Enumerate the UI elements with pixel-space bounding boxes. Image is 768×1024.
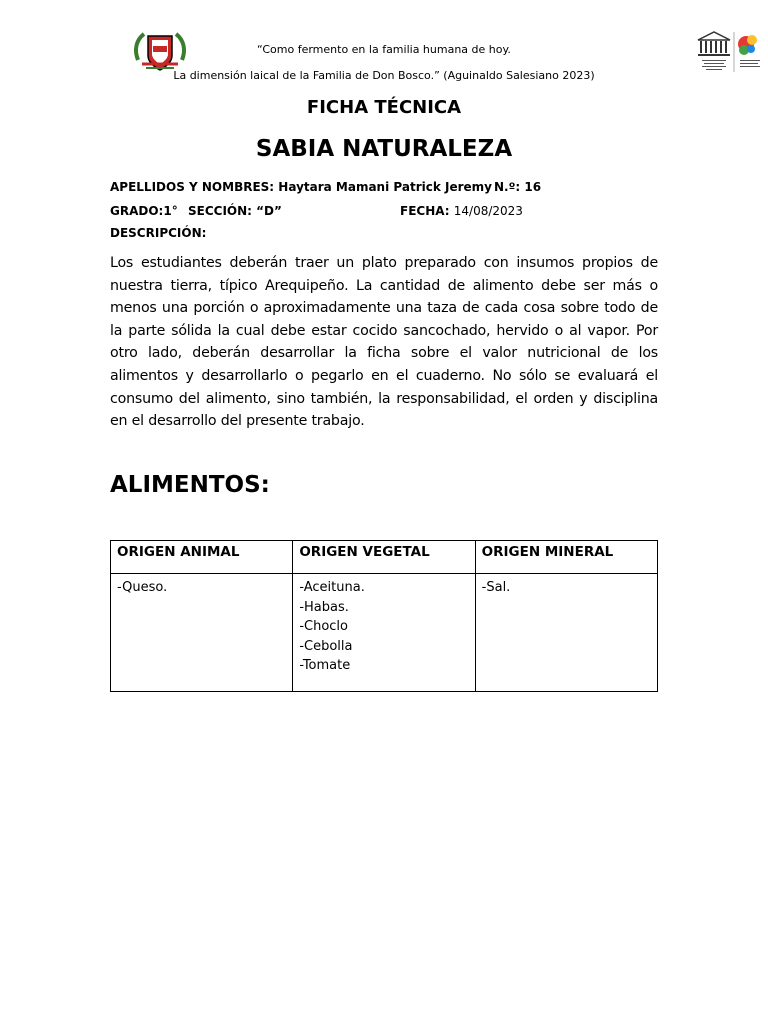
header-quote-line2: La dimensión laical de la Familia de Don Bosco.” (Aguinaldo Salesiano 2023) [173,69,595,82]
field-nombre-label: APELLIDOS Y NOMBRES: [110,180,275,194]
list-item: -Aceituna. [299,580,365,595]
field-fecha [400,204,523,218]
description-paragraph: Los estudiantes deberán traer un plato preparado con insumos propios de nuestra tierra, típico Arequipeño. La cantidad de alimento debe ser más o menos una porción o aproximadamente una taza de cada cosa sobre todo de la parte sólida la cual debe estar cocido sancochado, hervido o al vapor. Por otro lado, deberán desarrollar la ficha sobre el valor nutricional de los alimentos y desarrollarlo o pegarlo en el cuaderno. No sólo se evaluará el consumo del alimento, sino también, la responsabilidad, el orden y disciplina en el desarrollo del presente trabajo. [110,255,658,430]
cell-origen-mineral [475,574,657,692]
list-item: -Queso. [117,580,168,595]
header-origen-vegetal: ORIGEN VEGETAL [293,541,475,574]
field-numero [494,180,541,194]
list-item: -Cebolla [299,638,353,654]
field-seccion-label: SECCIÓN: [188,204,252,218]
field-fecha-value: 14/08/2023 [453,204,523,218]
field-seccion [188,204,282,218]
document-subtitle: FICHA TÉCNICA [306,97,462,118]
field-numero-value: 16 [524,180,542,194]
alimentos-table [110,540,658,692]
table-row [111,574,658,692]
alimentos-heading: ALIMENTOS: [110,472,270,498]
list-item: -Habas. [299,599,349,615]
cell-origen-vegetal [293,574,475,692]
field-nombre [110,180,492,194]
field-descripcion-label: DESCRIPCIÓN: [110,226,207,240]
field-grado-label: GRADO: [110,204,164,218]
field-grado-value: 1° [163,204,178,218]
table-header-row [111,541,658,574]
header-origen-mineral: ORIGEN MINERAL [475,541,657,574]
header-origen-animal: ORIGEN ANIMAL [111,541,293,574]
field-grado [110,204,178,218]
list-item: -Choclo [299,619,349,634]
document-title: SABIA NATURALEZA [255,136,513,162]
header-quote-line1: “Como fermento en la familia humana de hoy. [257,43,511,56]
field-numero-label: N.º: [494,180,521,194]
list-item: -Sal. [481,580,511,595]
field-nombre-value: Haytara Mamani Patrick Jeremy [278,180,492,194]
field-fecha-label: FECHA: [400,204,450,218]
cell-origen-animal [111,574,293,692]
list-item: -Tomate [299,658,351,673]
field-seccion-value: “D” [256,204,282,218]
